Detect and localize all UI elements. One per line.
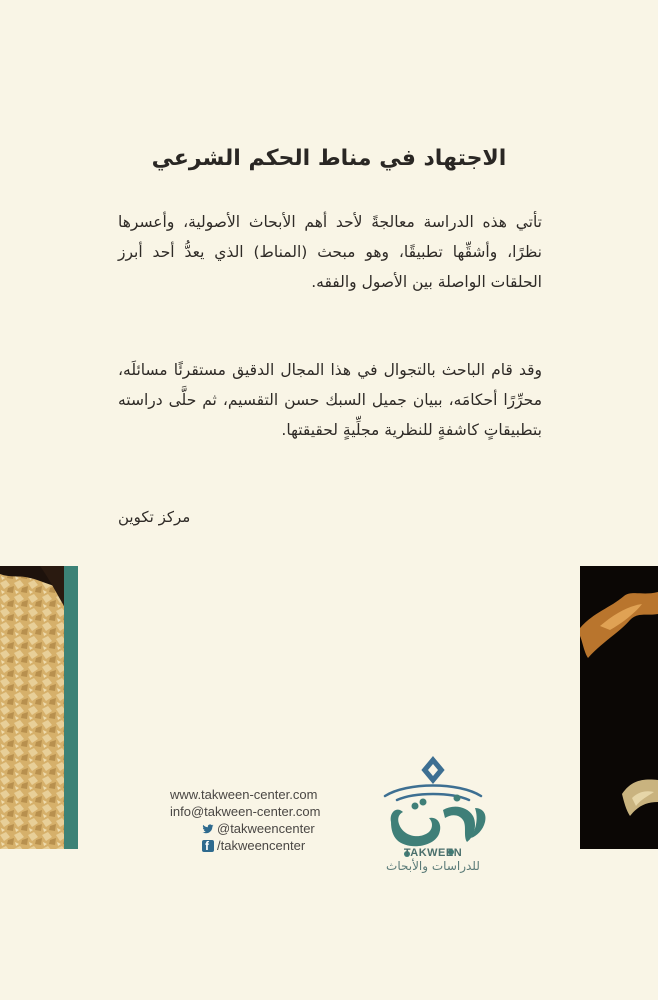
facebook-handle[interactable]: /takweencenter	[217, 838, 306, 853]
twitter-icon	[202, 823, 214, 835]
website-row	[170, 786, 370, 803]
twitter-row	[170, 820, 370, 837]
email-row	[170, 803, 370, 820]
website-link[interactable]: www.takween-center.com	[170, 787, 318, 802]
twitter-handle[interactable]: @takweencenter	[217, 821, 315, 836]
email-link[interactable]: info@takween-center.com	[170, 804, 321, 819]
book-title: الاجتهاد في مناط الحكم الشرعي	[151, 146, 507, 171]
facebook-row	[170, 837, 370, 854]
contact-block	[170, 786, 370, 854]
description-paragraph-2: وقد قام الباحث بالتجوال في هذا المجال الدقيق مستقرئًا مسائلَه، محرِّرًا أحكامَه، ببيان جميل السبك حسن التقسيم، ثم حلَّى دراسته بتطبيقاتٍ كاشفةٍ للنظرية مجلِّيةٍ لحقيقتها.	[118, 361, 542, 439]
description-paragraph-1: تأتي هذه الدراسة معالجةً لأحد أهم الأبحاث الأصولية، وأعسرها نظرًا، وأشقِّها تطبيقًا، وهو مبحث (المناط) الذي يعدُّ أحد أبرز الحلقات الواصلة بين الأصول والفقه.	[118, 213, 542, 291]
logo-tagline: للدراسات والأبحاث	[386, 859, 480, 873]
publisher-signature: مركز تكوين	[118, 508, 191, 526]
logo-brand-name: TAKWEEN	[403, 847, 463, 859]
facebook-icon	[202, 840, 214, 852]
left-decorative-panel	[0, 566, 78, 849]
right-decorative-panel	[580, 566, 658, 849]
